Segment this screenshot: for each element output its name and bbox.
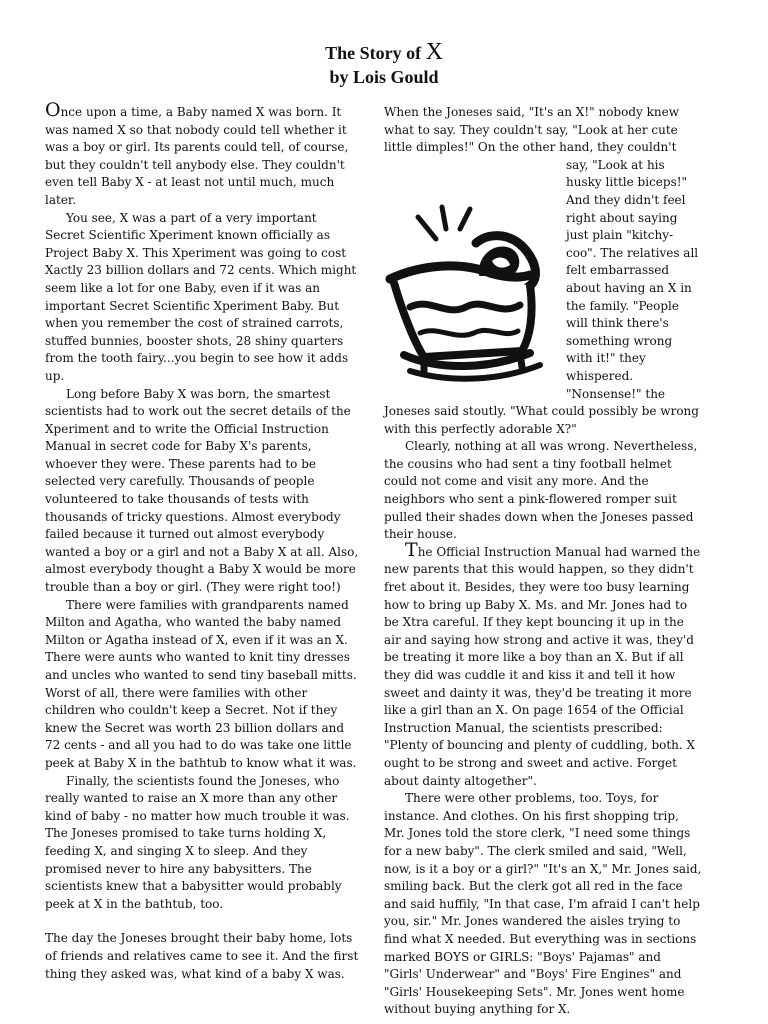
title-x: X xyxy=(425,39,443,65)
paragraph-intro: When the Joneses said, "It's an X!" nobody knew what to say. They couldn't say, "Look at her cute little dimples!" On the other hand, they couldn't xyxy=(384,105,679,155)
paragraph: You see, X was a part of a very important Secret Scientific Xperiment known officially as Project Baby X. This Xperiment was going to cost Xactly 23 billion dollars and 72 cents. Which might seem like a lot for one Baby, even if it was an important Secret Scientific Xperiment Baby. But when you remember the cost of strained carrots, stuffed bunnies, booster shots, 28 shiny quarters from the tooth fairy...you begin to see how it adds up. xyxy=(45,210,357,383)
drop-cap: O xyxy=(45,99,61,121)
paragraph: Long before Baby X was born, the smartest scientists had to work out the secret details of the Xperiment and to write the Official Instruction Manual in secret code for Baby X's parents, whoever they were. These parents had to be selected very carefully. Thousands of people volunteered to take thousands of tests with thousands of tricky questions. Almost everybody failed because it turned out almost everybody wanted a boy or a girl and not a Baby X at all. Also, almost everybody thought a Baby X would be more trouble than a boy or girl. (They were right too!) xyxy=(45,386,359,595)
paragraph-manual: The Official Instruction Manual had warned the new parents that this would happen, so they didn't fret about it. Besides, they were too busy learning how to bring up Baby X. Ms. and Mr. Jones had to be Xtra careful. If they kept bouncing it up in the air and saying how strong and active it was, they'd be treating it more like a boy than an X. But if all they did was cuddle it and kiss it and tell it how sweet and dainty it was, they'd be treating it more like a girl than an X. On page 1654 of the Official Instruction Manual, the scientists prescribed: "Plenty of bouncing and plenty of cuddling, both. X ought to be strong and sweet and active. Forget about dainty altogether". xyxy=(384,538,701,788)
left-column xyxy=(45,99,360,983)
paragraph: Clearly, nothing at all was wrong. Nevertheless, the cousins who had sent a tiny football helmet could not come and visit any more. And the neighbors who sent a pink-flowered romper suit pulled their shades down when the Joneses passed their house. xyxy=(384,439,698,542)
drop-cap: T xyxy=(405,538,418,561)
story-title xyxy=(0,40,768,65)
paragraph: There were other problems, too. Toys, for instance. And clothes. On his first shopping trip, Mr. Jones told the store clerk, "I need some things for a new baby". The clerk smiled and said, "Well, now, is it a boy or a girl?" "It's an X," Mr. Jones said, smiling back. But the clerk got all red in the face and said huffily, "In that case, I'm afraid I can't help you, sir." Mr. Jones wandered the aisles trying to find what X needed. But everything was in sections marked BOYS or GIRLS: "Boys' Pajamas" and "Girls' Underwear" and "Boys' Fire Engines" and "Girls' Housekeeping Sets". Mr. Jones went home without buying anything for X. xyxy=(384,791,702,1017)
paragraph: Finally, the scientists found the Joneses, who really wanted to raise an X more than any other kind of baby - no matter how much trouble it was. The Joneses promised to take turns holding X, feeding X, and singing X to sleep. And they promised never to hire any babysitters. The scientists knew that a babysitter would probably peek at X in the bathtub, too. xyxy=(45,773,350,911)
paragraph: There were families with grandparents named Milton and Agatha, who wanted the baby named Milton or Agatha instead of X, even if it was an X. There were aunts who wanted to knit tiny dresses and uncles who wanted to send tiny baseball mitts. Worst of all, there were families with other children who couldn't keep a Secret. Not if they knew the Secret was worth 23 billion dollars and 72 cents - and all you had to do was take one little peek at Baby X in the bathtub to know what it was. xyxy=(45,597,357,770)
paragraph-gap xyxy=(45,913,360,930)
baby-cradle-icon xyxy=(380,157,566,389)
paragraph: The day the Joneses brought their baby home, lots of friends and relatives came to see it. And the first thing they asked was, what kind of a baby X was. xyxy=(45,931,359,981)
story-byline: by Lois Gould xyxy=(329,67,439,87)
right-column xyxy=(384,104,702,1019)
story-title-block xyxy=(0,40,768,89)
paragraph-wrapped: say, "Look at his husky little biceps!" And they didn't feel right about saying just plain "kitchy-coo". The relatives all felt embarrassed about having an X in the family. "People will think there's something wrong with it!" they whispered. "Nonsense!" the Joneses said stoutly. "What could possibly be wrong with this perfectly adorable X?" xyxy=(384,157,699,436)
paragraph-opening: Once upon a time, a Baby named X was born. It was named X so that nobody could tell whether it was a boy or girl. Its parents could tell, of course, but they couldn't tell anybody else. They couldn't even tell Baby X - at least not until much, much later. xyxy=(45,99,349,207)
baby-cradle-illustration xyxy=(380,157,566,389)
title-prefix: The Story of xyxy=(325,43,426,63)
